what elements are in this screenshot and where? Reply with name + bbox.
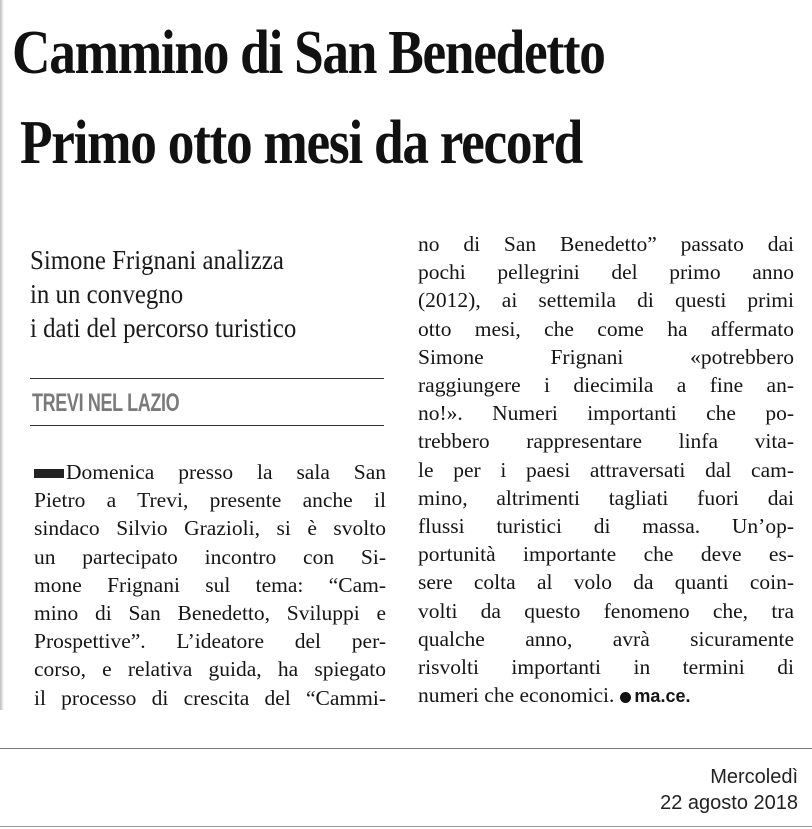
body-line: mone Frignani sul tema: “Cam-	[34, 572, 386, 597]
body-line: sindaco Silvio Grazioli, si è svolto	[34, 516, 386, 541]
body-column-left	[34, 458, 386, 712]
body-line: qualche anno, avrà sicuramente	[418, 626, 794, 651]
body-line: pochi pellegrini del primo anno	[418, 260, 794, 285]
body-line: sere colta al volo da quanti coin-	[418, 570, 794, 595]
subheadline-line: i dati del percorso turistico	[30, 313, 297, 343]
body-line: no!». Numeri importanti che po-	[418, 401, 794, 426]
kicker-location: TREVI NEL LAZIO	[32, 389, 180, 417]
body-line: le per i paesi attraversati dal cam-	[418, 457, 794, 482]
body-line-final	[418, 681, 794, 710]
date-weekday: Mercoledì	[710, 766, 798, 788]
body-line: (2012), ai settemila di questi primi	[418, 288, 794, 313]
kicker-bottom-rule	[30, 425, 384, 426]
body-line: un partecipato incontro con Si-	[34, 544, 386, 569]
body-column-right	[418, 230, 794, 710]
body-line: il processo di crescita del “Cammi-	[34, 685, 386, 710]
subheadline	[30, 243, 390, 345]
page-edge-shadow	[0, 0, 4, 710]
headline-line-2: Primo otto mesi da record	[20, 109, 583, 177]
body-line: Simone Frignani «potrebbero	[418, 344, 794, 369]
kicker-top-rule	[30, 378, 384, 379]
body-line-text: Domenica presso la sala San	[66, 460, 386, 484]
body-line-text: numeri che economici.	[418, 683, 615, 708]
body-line: volti da questo fenomeno che, tra	[418, 598, 794, 623]
body-line: portunità importante che deve es-	[418, 542, 794, 567]
body-line: trebbero rappresentare linfa vita-	[418, 429, 794, 454]
body-line: no di San Benedetto” passato dai	[418, 232, 794, 256]
body-line: Pietro a Trevi, presente anche il	[34, 488, 386, 513]
author-signature: ma.ce.	[634, 686, 691, 707]
body-line: risvolti importanti in termini di	[418, 655, 794, 680]
body-line: flussi turistici di massa. Un’op-	[418, 514, 794, 539]
body-line: mino, altrimenti tagliati fuori dai	[418, 485, 794, 510]
headline-line-1: Cammino di San Benedetto	[12, 19, 605, 87]
subheadline-line: Simone Frignani analizza	[30, 245, 284, 275]
body-line: corso, e relativa guida, ha spiegato	[34, 657, 386, 682]
subheadline-line: in un convegno	[30, 279, 184, 309]
footer-rule	[0, 748, 812, 749]
end-mark-icon	[620, 692, 631, 703]
body-line: otto mesi, che come ha affermato	[418, 316, 794, 341]
date-full: 22 agosto 2018	[660, 792, 798, 814]
paragraph-marker-icon	[34, 469, 64, 478]
body-line	[34, 458, 386, 486]
body-line: raggiungere i diecimila a fine an-	[418, 373, 794, 398]
body-line: mino di San Benedetto, Sviluppi e	[34, 601, 386, 626]
bottom-rule	[0, 826, 812, 827]
body-line: Prospettive”. L’ideatore del per-	[34, 629, 386, 654]
